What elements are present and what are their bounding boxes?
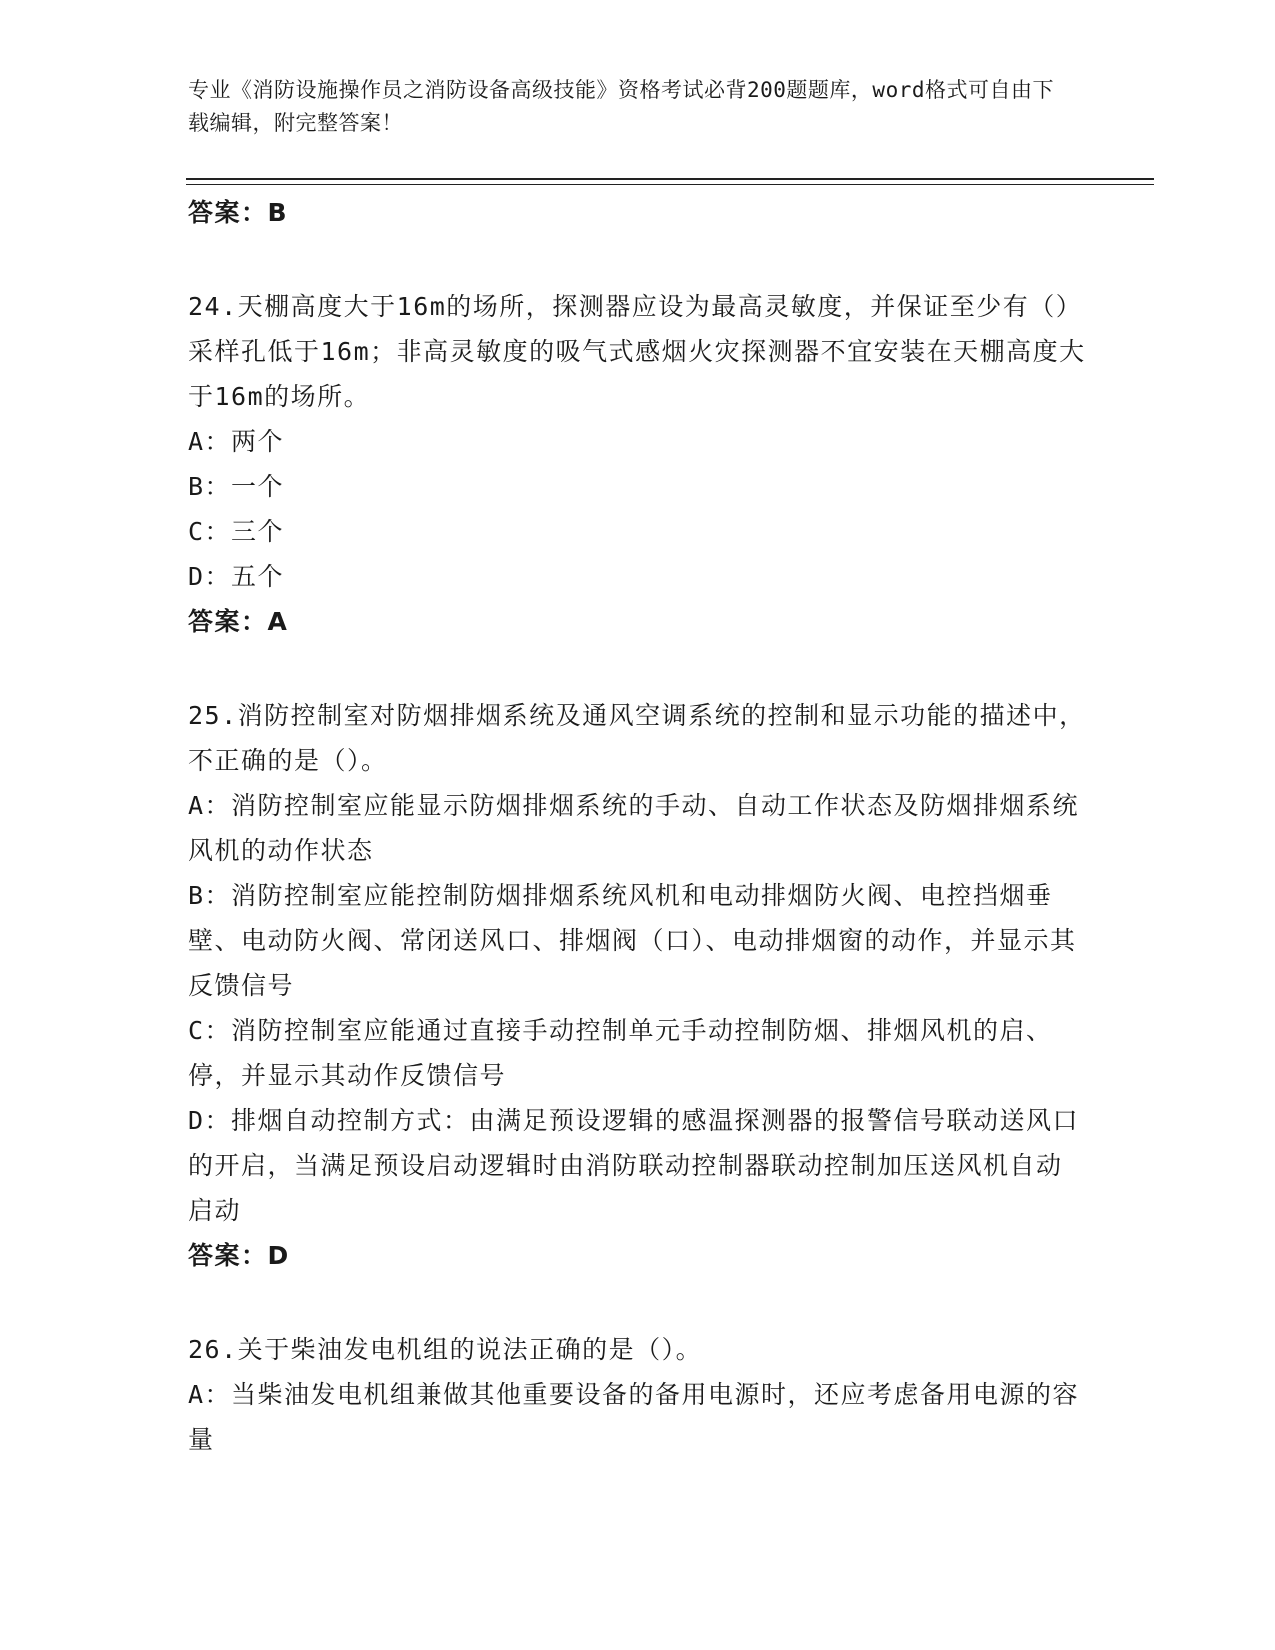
option-b: B：一个 [188,472,285,501]
page-header [188,74,1068,140]
option-list [188,1372,1088,1462]
option-a: A：当柴油发电机组兼做其他重要设备的备用电源时，还应考虑备用电源的容量 [188,1380,1080,1454]
question-24 [188,284,1088,645]
question-text: 24.天棚高度大于16m的场所，探测器应设为最高灵敏度，并保证至少有（）采样孔低于16m；非高灵敏度的吸气式感烟火灾探测器不宜安装在天棚高度大于16m的场所。 [188,292,1086,411]
question-text: 26.关于柴油发电机组的说法正确的是（）。 [188,1335,703,1364]
option-d: D：排烟自动控制方式：由满足预设逻辑的感温探测器的报警信号联动送风口的开启，当满足预设启动逻辑时由消防联动控制器联动控制加压送风机自动启动 [188,1106,1080,1225]
header-rule-thick [186,178,1154,180]
option-c: C：消防控制室应能通过直接手动控制单元手动控制防烟、排烟风机的启、停，并显示其动作反馈信号 [188,1016,1053,1090]
document-body [188,190,1088,1462]
answer-24: 答案：A [188,607,289,636]
question-25 [188,693,1088,1279]
document-title: 专业《消防设施操作员之消防设备高级技能》资格考试必背200题题库，word格式可自由下载编辑，附完整答案！ [188,78,1054,135]
option-b: B：消防控制室应能控制防烟排烟系统风机和电动排烟防火阀、电控挡烟垂壁、电动防火阀、常闭送风口、排烟阀（口）、电动排烟窗的动作，并显示其反馈信号 [188,881,1077,1000]
question-text: 25.消防控制室对防烟排烟系统及通风空调系统的控制和显示功能的描述中，不正确的是（）。 [188,701,1086,775]
option-a: A：消防控制室应能显示防烟排烟系统的手动、自动工作状态及防烟排烟系统风机的动作状态 [188,791,1080,865]
option-d: D：五个 [188,562,285,591]
option-c: C：三个 [188,517,285,546]
question-26 [188,1327,1088,1462]
answer-25: 答案：D [188,1241,290,1270]
answer-23: 答案：B [188,198,289,227]
option-list [188,419,1088,599]
option-a: A：两个 [188,427,285,456]
option-list [188,783,1088,1233]
header-rule-thin [186,184,1154,185]
